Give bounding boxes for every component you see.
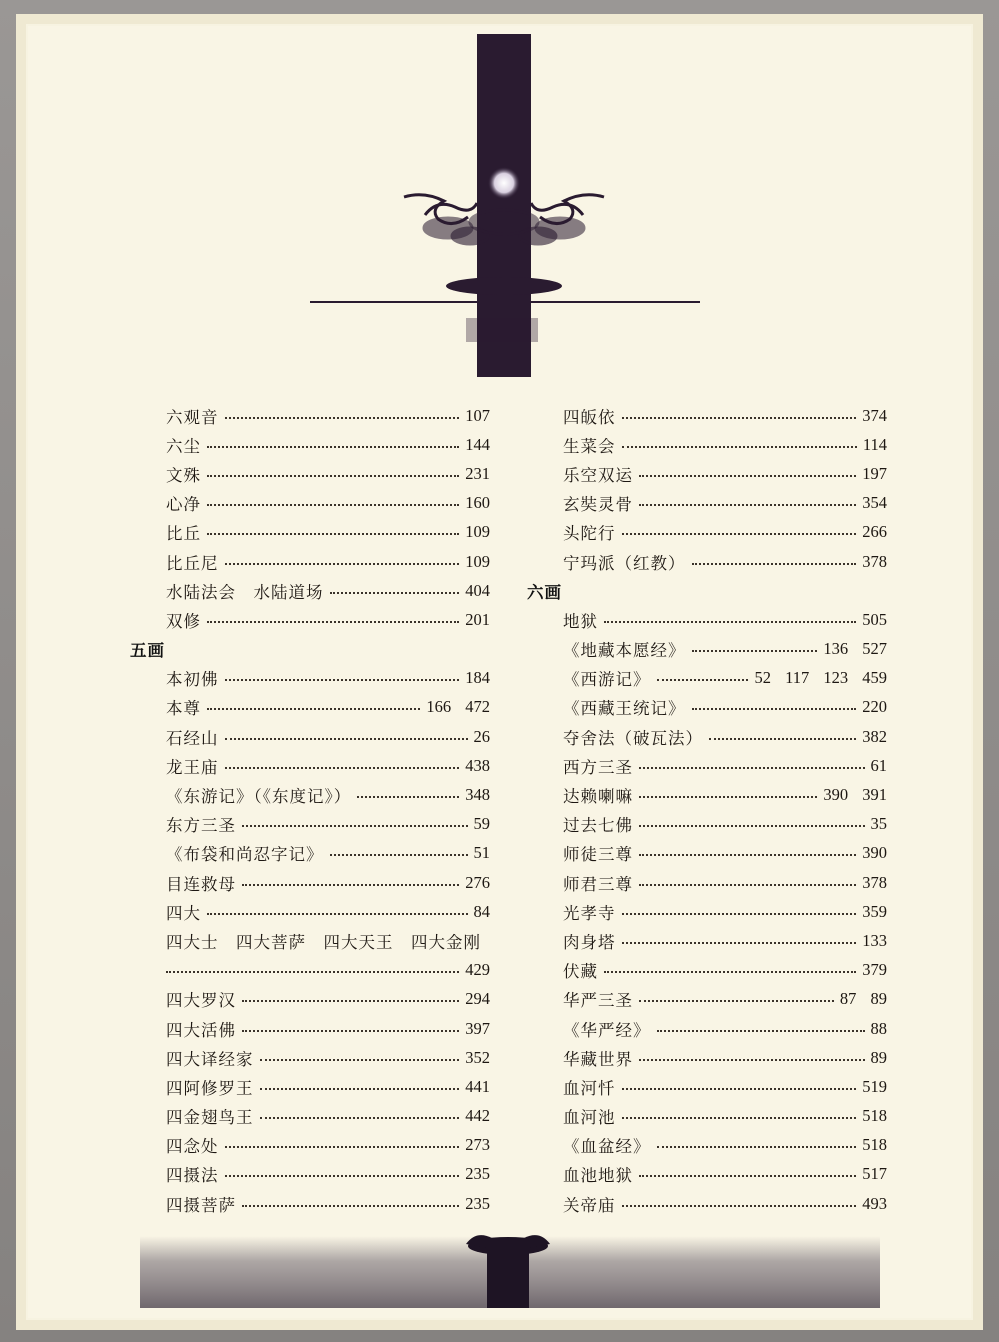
pearl-icon [488, 167, 520, 199]
page-numbers: 107 [465, 405, 490, 425]
index-entry [130, 868, 490, 897]
index-entry [130, 751, 490, 780]
dot-leader [639, 884, 856, 886]
index-term: 本初佛 [166, 670, 219, 690]
index-entry [527, 1160, 887, 1189]
index-entry [130, 547, 490, 576]
dot-leader [242, 825, 468, 827]
stroke-count-heading: 五画 [130, 641, 165, 661]
index-term: 玄奘灵骨 [563, 495, 633, 515]
index-entry [527, 897, 887, 926]
pillar-ring [446, 277, 562, 295]
dot-leader [657, 679, 749, 681]
index-entry [130, 1043, 490, 1072]
index-entry [130, 401, 490, 430]
dot-leader [639, 475, 856, 477]
index-entry [130, 1072, 490, 1101]
dot-leader [225, 679, 460, 681]
page-numbers: 294 [465, 989, 490, 1009]
index-term: 四大罗汉 [166, 991, 236, 1011]
stroke-count-heading: 六画 [527, 582, 562, 602]
index-term: 六尘 [166, 436, 201, 456]
index-entry [130, 430, 490, 459]
page-numbers: 87 89 [839, 989, 887, 1009]
dot-leader [622, 942, 857, 944]
index-entry [527, 1014, 887, 1043]
index-term: 本尊 [166, 699, 201, 719]
dot-leader [207, 621, 459, 623]
index-entry [527, 780, 887, 809]
index-term: 龙王庙 [166, 757, 219, 777]
index-term: 四大活佛 [166, 1020, 236, 1040]
dot-leader [622, 1205, 857, 1207]
index-entry [130, 780, 490, 809]
index-term: 乐空双运 [563, 465, 633, 485]
dot-leader [604, 621, 856, 623]
dot-leader [639, 796, 817, 798]
index-entry [130, 576, 490, 605]
page-numbers: 220 [862, 697, 887, 717]
index-term: 《华严经》 [563, 1020, 651, 1040]
page-numbers: 235 [465, 1164, 490, 1184]
dot-leader [639, 504, 856, 506]
index-entry [527, 810, 887, 839]
index-term: 伏藏 [563, 962, 598, 982]
dot-leader [692, 650, 818, 652]
index-entry [130, 722, 490, 751]
page-numbers: 493 [862, 1193, 887, 1213]
header-glyph-block [466, 318, 538, 342]
dot-leader [639, 1059, 865, 1061]
index-entry [130, 1160, 490, 1189]
dot-leader [622, 417, 857, 419]
index-entry [130, 897, 490, 926]
index-term: 《血盆经》 [563, 1137, 651, 1157]
index-entry [130, 518, 490, 547]
index-entry [527, 605, 887, 634]
page-numbers: 201 [465, 609, 490, 629]
index-entry [527, 547, 887, 576]
index-entry [130, 1102, 490, 1131]
index-entry [130, 664, 490, 693]
index-term: 达赖喇嘛 [563, 787, 633, 807]
dot-leader [330, 592, 460, 594]
index-term: 师徒三尊 [563, 845, 633, 865]
index-term: 血池地狱 [563, 1166, 633, 1186]
page-numbers: 52 117 123 459 [754, 668, 887, 688]
index-term: 四念处 [166, 1137, 219, 1157]
dot-leader [639, 854, 856, 856]
page-numbers: 352 [465, 1047, 490, 1067]
dot-leader [207, 504, 459, 506]
dot-leader [207, 913, 468, 915]
dot-leader [709, 738, 856, 740]
index-entry [527, 430, 887, 459]
index-term: 东方三圣 [166, 816, 236, 836]
index-column-left [130, 401, 490, 1218]
dot-leader [207, 446, 459, 448]
index-entry [527, 693, 887, 722]
dot-leader [225, 563, 460, 565]
page-numbers: 354 [862, 493, 887, 513]
index-term: 《西藏王统记》 [563, 699, 686, 719]
index-term: 光孝寺 [563, 903, 616, 923]
page-numbers: 390 391 [823, 785, 887, 805]
page-numbers: 136 527 [823, 639, 887, 659]
dot-leader [639, 825, 865, 827]
dot-leader [657, 1146, 857, 1148]
dot-leader [242, 884, 459, 886]
index-term: 西方三圣 [563, 757, 633, 777]
index-entry [527, 1131, 887, 1160]
index-entry [527, 401, 887, 430]
dot-leader [242, 1205, 459, 1207]
index-entry [527, 722, 887, 751]
page-numbers: 61 [870, 755, 887, 775]
index-entry [527, 839, 887, 868]
page-numbers: 109 [465, 522, 490, 542]
index-entry [527, 518, 887, 547]
dot-leader [330, 854, 468, 856]
index-entry [527, 751, 887, 780]
index-entry [130, 605, 490, 634]
page-numbers: 519 [862, 1076, 887, 1096]
dot-leader [622, 533, 857, 535]
index-entry [527, 1072, 887, 1101]
index-term: 四摄菩萨 [166, 1195, 236, 1215]
page-numbers: 378 [862, 872, 887, 892]
dot-leader [225, 1146, 460, 1148]
dot-leader [639, 1000, 834, 1002]
dot-leader [622, 1117, 857, 1119]
page-numbers: 114 [862, 434, 887, 454]
page-numbers: 35 [870, 814, 887, 834]
page-numbers: 438 [465, 755, 490, 775]
page-numbers: 197 [862, 463, 887, 483]
index-term: 目连救母 [166, 874, 236, 894]
page-numbers: 144 [465, 434, 490, 454]
index-term: 四皈依 [563, 407, 616, 427]
index-term: 华严三圣 [563, 991, 633, 1011]
index-term: 血河池 [563, 1108, 616, 1128]
index-term: 过去七佛 [563, 816, 633, 836]
page-numbers: 404 [465, 580, 490, 600]
index-term: 水陆法会 水陆道场 [166, 582, 324, 602]
index-entry [130, 810, 490, 839]
page-numbers: 266 [862, 522, 887, 542]
index-entry [527, 1189, 887, 1218]
page-numbers: 397 [465, 1018, 490, 1038]
index-term: 四大译经家 [166, 1049, 254, 1069]
index-term: 肉身塔 [563, 932, 616, 952]
dot-leader [242, 1000, 459, 1002]
index-entry [527, 489, 887, 518]
dot-leader [207, 475, 459, 477]
index-term: 《布袋和尚忍字记》 [166, 845, 324, 865]
index-entry [130, 926, 490, 955]
index-term: 四金翅鸟王 [166, 1108, 254, 1128]
page-numbers: 517 [862, 1164, 887, 1184]
page-numbers: 518 [862, 1106, 887, 1126]
page-numbers: 89 [870, 1047, 887, 1067]
page-numbers: 442 [465, 1106, 490, 1126]
index-term: 比丘尼 [166, 553, 219, 573]
page-numbers: 133 [862, 930, 887, 950]
page-numbers: 374 [862, 405, 887, 425]
index-entry [527, 926, 887, 955]
page-numbers: 26 [473, 726, 490, 746]
index-term: 《西游记》 [563, 670, 651, 690]
page-numbers: 51 [473, 843, 490, 863]
dot-leader [260, 1117, 460, 1119]
dot-leader [622, 446, 857, 448]
page-numbers: 359 [862, 901, 887, 921]
page-numbers: 88 [870, 1018, 887, 1038]
dot-leader [260, 1059, 460, 1061]
index-term: 文殊 [166, 465, 201, 485]
index-entry [130, 1014, 490, 1043]
page-numbers: 84 [473, 901, 490, 921]
index-entry [527, 459, 887, 488]
index-term: 六观音 [166, 407, 219, 427]
index-term: 石经山 [166, 728, 219, 748]
index-term: 比丘 [166, 524, 201, 544]
dot-leader [657, 1030, 865, 1032]
index-entry [130, 489, 490, 518]
page-numbers: 429 [465, 960, 490, 980]
dot-leader [622, 913, 857, 915]
page-numbers: 273 [465, 1135, 490, 1155]
dot-leader [225, 767, 460, 769]
index-term: 宁玛派（红教） [563, 553, 686, 573]
index-term: 地狱 [563, 611, 598, 631]
dot-leader [692, 708, 857, 710]
dot-leader [604, 971, 856, 973]
index-term: 师君三尊 [563, 874, 633, 894]
index-entry [130, 985, 490, 1014]
dot-leader [166, 971, 459, 973]
page-numbers: 109 [465, 551, 490, 571]
index-entry [130, 693, 490, 722]
index-entry [527, 1043, 887, 1072]
index-term: 《东游记》（《东度记》） [166, 787, 352, 807]
dot-leader [692, 563, 857, 565]
index-term: 四阿修罗王 [166, 1078, 254, 1098]
page-numbers: 390 [862, 843, 887, 863]
index-entry [527, 956, 887, 985]
page-numbers: 379 [862, 960, 887, 980]
index-entry [130, 1131, 490, 1160]
dot-leader [242, 1030, 459, 1032]
dot-leader [639, 1175, 856, 1177]
index-entry [527, 868, 887, 897]
dot-leader [260, 1088, 460, 1090]
dot-leader [225, 417, 460, 419]
index-term: 双修 [166, 611, 201, 631]
index-entry [130, 1189, 490, 1218]
dot-leader [225, 1175, 460, 1177]
dot-leader [225, 738, 468, 740]
index-term: 华藏世界 [563, 1049, 633, 1069]
page-numbers: 441 [465, 1076, 490, 1096]
page-numbers: 505 [862, 609, 887, 629]
index-term: 血河忏 [563, 1078, 616, 1098]
bottom-ornament-icon [466, 1235, 550, 1255]
dot-leader [207, 533, 459, 535]
index-term: 关帝庙 [563, 1195, 616, 1215]
index-term: 四大 [166, 903, 201, 923]
index-entry [130, 839, 490, 868]
page-numbers: 166 472 [426, 697, 490, 717]
page-numbers: 378 [862, 551, 887, 571]
index-entry [527, 1102, 887, 1131]
page-numbers: 518 [862, 1135, 887, 1155]
index-term: 《地藏本愿经》 [563, 641, 686, 661]
index-entry [527, 985, 887, 1014]
page-numbers: 184 [465, 668, 490, 688]
index-term: 生菜会 [563, 436, 616, 456]
dot-leader [639, 767, 865, 769]
page-numbers: 382 [862, 726, 887, 746]
page-numbers: 160 [465, 493, 490, 513]
index-term: 夺舍法（破瓦法） [563, 728, 703, 748]
index-term: 心净 [166, 495, 201, 515]
index-term: 四摄法 [166, 1166, 219, 1186]
page-numbers: 348 [465, 785, 490, 805]
index-term: 四大士 四大菩萨 四大天王 四大金刚 [166, 932, 481, 952]
index-entry [130, 956, 490, 985]
page-numbers: 276 [465, 872, 490, 892]
page-numbers: 235 [465, 1193, 490, 1213]
page-numbers: 231 [465, 463, 490, 483]
index-entry [527, 664, 887, 693]
dot-leader [622, 1088, 857, 1090]
index-column-right [527, 401, 887, 1218]
page-numbers: 59 [473, 814, 490, 834]
index-entry [527, 635, 887, 664]
dot-leader [207, 708, 420, 710]
index-entry [130, 459, 490, 488]
dot-leader [357, 796, 459, 798]
index-term: 头陀行 [563, 524, 616, 544]
